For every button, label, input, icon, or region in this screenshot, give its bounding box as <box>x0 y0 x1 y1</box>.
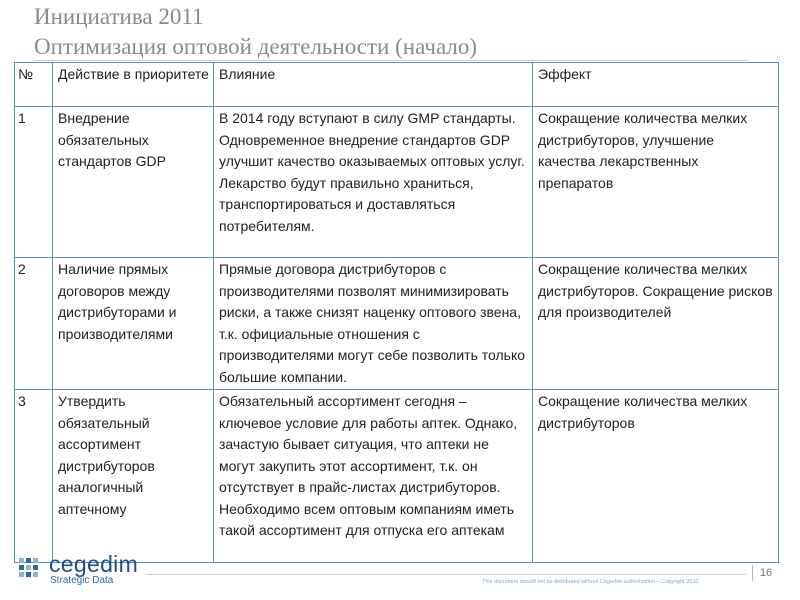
page-number: 16 <box>760 567 773 579</box>
table-header-row <box>15 63 779 107</box>
row-impact: В 2014 году вступают в силу GMP стандарты. Одновременное внедрение стандартов GDP улучшит качество оказываемых оптовых услуг. Лекарство будут правильно храниться, транспортироваться и доставляться потребителям. <box>214 107 533 258</box>
row-number: 3 <box>15 390 53 563</box>
table-row <box>15 258 779 390</box>
logo-wordmark: cegedim <box>49 551 139 577</box>
table-row <box>15 390 779 563</box>
page-number-separator <box>752 565 753 581</box>
copyright-note: This document should not be distributed without Cegedim authorization – Copyright 2010 <box>482 579 699 585</box>
row-number: 2 <box>15 258 53 390</box>
slide-title-line1: Инициатива 2011 <box>34 4 204 29</box>
header-number: № <box>15 63 53 107</box>
row-impact: Обязательный ассортимент сегодня – ключевое условие для работы аптек. Однако, зачастую бывает ситуация, что аптеки не могут закупить этот ассортимент, т.к. он отсутствует в прайс-листах дистрибуторов. Необходимо всем оптовым компаниям иметь такой ассортимент для отпуска его аптекам <box>214 390 533 563</box>
row-action: Утвердить обязательный ассортимент дистрибуторов аналогичный аптечному <box>53 390 214 563</box>
row-effect: Сокращение количества мелких дистрибуторов, улучшение качества лекарственных препаратов <box>533 107 779 258</box>
cegedim-logo-mark-icon <box>18 557 44 583</box>
header-effect: Эффект <box>533 63 779 107</box>
row-number: 1 <box>15 107 53 258</box>
row-action: Наличие прямых договоров между дистрибуторами и производителями <box>53 258 214 390</box>
header-action: Действие в приоритете <box>53 63 214 107</box>
row-effect: Сокращение количества мелких дистрибуторов <box>533 390 779 563</box>
initiatives-table <box>14 62 779 563</box>
slide-title <box>34 2 477 62</box>
row-effect: Сокращение количества мелких дистрибуторов. Сокращение рисков для производителей <box>533 258 779 390</box>
logo-subtitle: Strategic Data <box>50 575 114 586</box>
table-row <box>15 107 779 258</box>
cegedim-logo <box>18 553 158 593</box>
row-impact: Прямые договора дистрибуторов с производителями позволят минимизировать риски, а также снизят наценку оптового звена, т.к. официальные отношения с производителями могут себе позволить только большие компании. <box>214 258 533 390</box>
title-divider <box>34 60 748 61</box>
footer-divider <box>146 574 746 575</box>
row-action: Внедрение обязательных стандартов GDP <box>53 107 214 258</box>
slide-title-line2: Оптимизация оптовой деятельности (начало) <box>34 34 477 59</box>
header-impact: Влияние <box>214 63 533 107</box>
